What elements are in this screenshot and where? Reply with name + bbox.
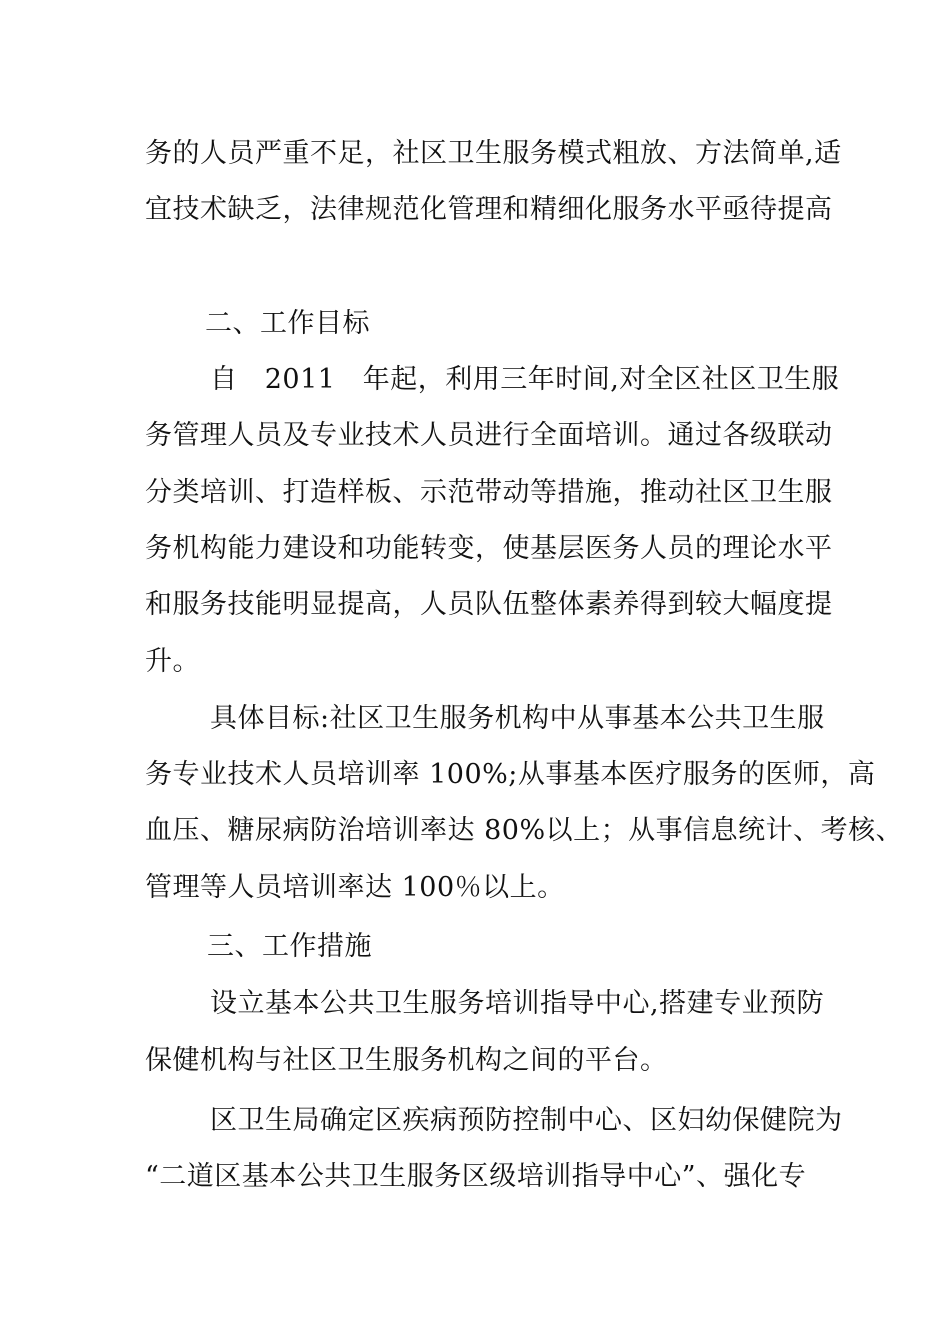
- text-line: 管理等人员培训率达 100％以上。: [145, 872, 565, 903]
- text-line: “二道区基本公共卫生服务区级培训指导中心”、强化专: [145, 1161, 807, 1192]
- text-line: 保健机构与社区卫生服务机构之间的平台。: [145, 1045, 668, 1076]
- section-heading: 三、工作措施: [207, 931, 372, 962]
- text-line: 区卫生局确定区疾病预防控制中心、区妇幼保健院为: [210, 1105, 843, 1136]
- text-line: 升。: [145, 646, 200, 677]
- section-heading: 二、工作目标: [205, 308, 370, 339]
- text-line: 务管理人员及专业技术人员进行全面培训。通过各级联动: [145, 420, 833, 451]
- text-line: 务专业技术人员培训率 100%;从事基本医疗服务的医师，高: [145, 759, 876, 790]
- text-line: 分类培训、打造样板、示范带动等措施，推动社区卫生服: [145, 477, 833, 508]
- text-line: 宜技术缺乏，法律规范化管理和精细化服务水平亟待提高: [145, 194, 833, 225]
- text-line: 和服务技能明显提高，人员队伍整体素养得到较大幅度提: [145, 589, 833, 620]
- text-line: 血压、糖尿病防治培训率达 80%以上；从事信息统计、考核、: [145, 815, 904, 846]
- text-line: 具体目标:社区卫生服务机构中从事基本公共卫生服: [210, 703, 825, 734]
- text-line: 设立基本公共卫生服务培训指导中心,搭建专业预防: [210, 988, 825, 1019]
- text-line: 务机构能力建设和功能转变，使基层医务人员的理论水平: [145, 533, 833, 564]
- text-line: 自 2011 年起，利用三年时间,对全区社区卫生服: [210, 364, 840, 395]
- text-line: 务的人员严重不足，社区卫生服务模式粗放、方法简单,适: [145, 138, 842, 169]
